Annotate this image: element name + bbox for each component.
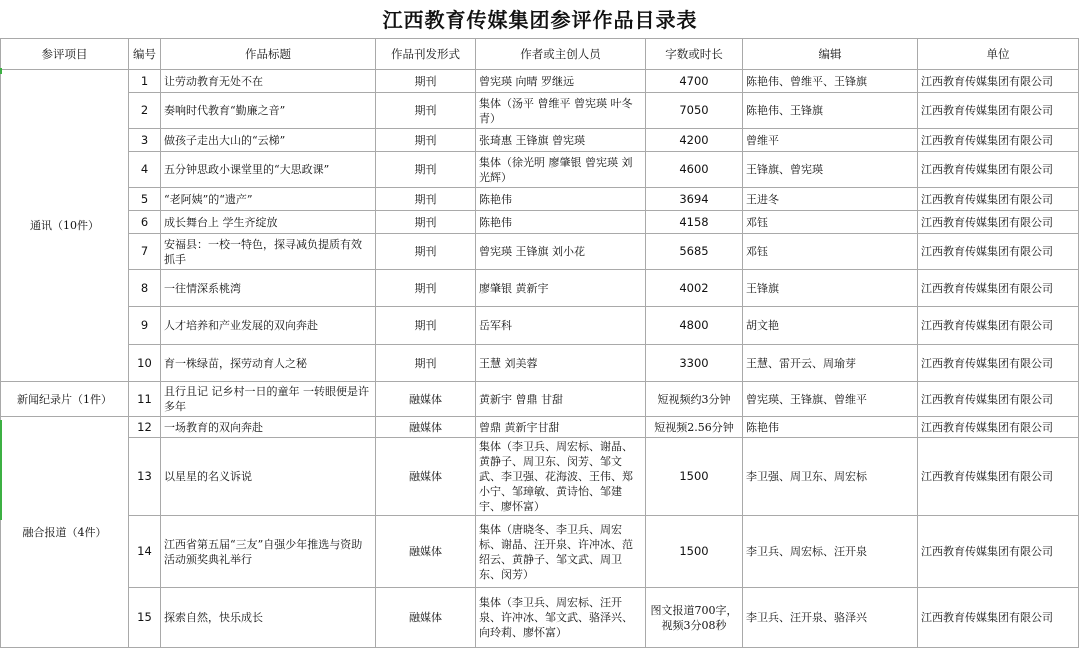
header-title: 作品标题 <box>161 39 376 70</box>
table-row <box>1 211 1079 234</box>
editor-cell: 王锋旗 <box>743 270 918 307</box>
header-editor: 编辑 <box>743 39 918 70</box>
length-cell: 4158 <box>646 211 743 234</box>
authors-cell: 曾宪瑛 王锋旗 刘小花 <box>476 234 646 270</box>
project-category-cell: 通讯（10件） <box>1 70 129 382</box>
selection-marker <box>0 68 2 74</box>
unit-cell: 江西教育传媒集团有限公司 <box>918 129 1079 152</box>
editor-cell: 曾宪瑛、王锋旗、曾维平 <box>743 382 918 417</box>
header-authors: 作者或主创人员 <box>476 39 646 70</box>
unit-cell: 江西教育传媒集团有限公司 <box>918 93 1079 129</box>
form-cell: 期刊 <box>376 188 476 211</box>
length-cell: 4002 <box>646 270 743 307</box>
header-length: 字数或时长 <box>646 39 743 70</box>
unit-cell: 江西教育传媒集团有限公司 <box>918 152 1079 188</box>
unit-cell: 江西教育传媒集团有限公司 <box>918 516 1079 588</box>
authors-cell: 廖肇银 黄新宇 <box>476 270 646 307</box>
table-row <box>1 588 1079 648</box>
table-row <box>1 516 1079 588</box>
page-title: 江西教育传媒集团参评作品目录表 <box>382 8 698 32</box>
project-category-cell: 融合报道（4件） <box>1 417 129 648</box>
length-cell: 5685 <box>646 234 743 270</box>
table-row <box>1 270 1079 307</box>
length-cell: 4700 <box>646 70 743 93</box>
authors-cell: 王慧 刘美蓉 <box>476 345 646 382</box>
unit-cell: 江西教育传媒集团有限公司 <box>918 438 1079 516</box>
header-unit: 单位 <box>918 39 1079 70</box>
works-table <box>0 38 1079 648</box>
form-cell: 期刊 <box>376 234 476 270</box>
editor-cell: 王锋旗、曾宪瑛 <box>743 152 918 188</box>
length-cell: 1500 <box>646 516 743 588</box>
title-cell: 江西省第五届“三友”自强少年推选与资助活动颁奖典礼举行 <box>161 516 376 588</box>
title-cell: 一场教育的双向奔赴 <box>161 417 376 438</box>
title-cell: 一往情深系桃湾 <box>161 270 376 307</box>
selection-marker <box>0 420 2 520</box>
editor-cell: 邓钰 <box>743 234 918 270</box>
form-cell: 期刊 <box>376 70 476 93</box>
editor-cell: 陈艳伟、王锋旗 <box>743 93 918 129</box>
table-row <box>1 345 1079 382</box>
title-cell: 且行且记 记乡村一日的童年 一转眼便是许多年 <box>161 382 376 417</box>
unit-cell: 江西教育传媒集团有限公司 <box>918 417 1079 438</box>
title-cell: 安福县：一校一特色，探寻减负提质有效抓手 <box>161 234 376 270</box>
length-cell: 短视频约3分钟 <box>646 382 743 417</box>
title-cell: “老阿姨”的“遗产” <box>161 188 376 211</box>
form-cell: 期刊 <box>376 211 476 234</box>
title-cell: 让劳动教育无处不在 <box>161 70 376 93</box>
header-row <box>1 39 1079 70</box>
table-row <box>1 382 1079 417</box>
number-cell: 10 <box>129 345 161 382</box>
table-row <box>1 188 1079 211</box>
table-row <box>1 129 1079 152</box>
length-cell: 4600 <box>646 152 743 188</box>
number-cell: 11 <box>129 382 161 417</box>
header-project: 参评项目 <box>1 39 129 70</box>
table-row <box>1 234 1079 270</box>
title-cell: 以星星的名义诉说 <box>161 438 376 516</box>
authors-cell: 集体（李卫兵、周宏标、谢晶、黄静子、周卫东、闵芳、邹文武、李卫强、花海波、王伟、郑小宁、邹璋敏、黄诗怡、邹建宇、廖怀富） <box>476 438 646 516</box>
number-cell: 8 <box>129 270 161 307</box>
table-row <box>1 438 1079 516</box>
authors-cell: 岳军科 <box>476 307 646 345</box>
editor-cell: 曾维平 <box>743 129 918 152</box>
number-cell: 15 <box>129 588 161 648</box>
length-cell: 1500 <box>646 438 743 516</box>
authors-cell: 陈艳伟 <box>476 211 646 234</box>
authors-cell: 曾宪瑛 向晴 罗继远 <box>476 70 646 93</box>
form-cell: 融媒体 <box>376 516 476 588</box>
editor-cell: 李卫兵、汪开泉、骆泽兴 <box>743 588 918 648</box>
unit-cell: 江西教育传媒集团有限公司 <box>918 70 1079 93</box>
table-row <box>1 417 1079 438</box>
editor-cell: 陈艳伟、曾维平、王锋旗 <box>743 70 918 93</box>
length-cell: 7050 <box>646 93 743 129</box>
editor-cell: 王慧、雷开云、周瑜芽 <box>743 345 918 382</box>
table-row <box>1 307 1079 345</box>
form-cell: 融媒体 <box>376 588 476 648</box>
unit-cell: 江西教育传媒集团有限公司 <box>918 588 1079 648</box>
header-form: 作品刊发形式 <box>376 39 476 70</box>
title-cell: 探索自然，快乐成长 <box>161 588 376 648</box>
unit-cell: 江西教育传媒集团有限公司 <box>918 270 1079 307</box>
unit-cell: 江西教育传媒集团有限公司 <box>918 382 1079 417</box>
length-cell: 短视频2.56分钟 <box>646 417 743 438</box>
number-cell: 13 <box>129 438 161 516</box>
length-cell: 4200 <box>646 129 743 152</box>
number-cell: 6 <box>129 211 161 234</box>
authors-cell: 集体（唐晓冬、李卫兵、周宏标、谢晶、汪开泉、许冲冰、范绍云、黄静子、邹文武、周卫东、闵芳） <box>476 516 646 588</box>
editor-cell: 李卫强、周卫东、周宏标 <box>743 438 918 516</box>
editor-cell: 陈艳伟 <box>743 417 918 438</box>
form-cell: 期刊 <box>376 270 476 307</box>
number-cell: 2 <box>129 93 161 129</box>
number-cell: 12 <box>129 417 161 438</box>
unit-cell: 江西教育传媒集团有限公司 <box>918 234 1079 270</box>
title-cell: 人才培养和产业发展的双向奔赴 <box>161 307 376 345</box>
unit-cell: 江西教育传媒集团有限公司 <box>918 211 1079 234</box>
table-row <box>1 152 1079 188</box>
authors-cell: 黄新宇 曾鼎 甘甜 <box>476 382 646 417</box>
table-row <box>1 93 1079 129</box>
editor-cell: 胡文艳 <box>743 307 918 345</box>
length-cell: 3694 <box>646 188 743 211</box>
project-category-cell: 新闻纪录片（1件） <box>1 382 129 417</box>
editor-cell: 王进冬 <box>743 188 918 211</box>
title-cell: 做孩子走出大山的“云梯” <box>161 129 376 152</box>
length-cell: 图文报道700字，视频3分08秒 <box>646 588 743 648</box>
editor-cell: 李卫兵、周宏标、汪开泉 <box>743 516 918 588</box>
authors-cell: 曾鼎 黄新宇甘甜 <box>476 417 646 438</box>
form-cell: 融媒体 <box>376 438 476 516</box>
title-cell: 成长舞台上 学生齐绽放 <box>161 211 376 234</box>
editor-cell: 邓钰 <box>743 211 918 234</box>
form-cell: 期刊 <box>376 152 476 188</box>
title-cell: 育一株绿苗，探劳动育人之秘 <box>161 345 376 382</box>
number-cell: 7 <box>129 234 161 270</box>
authors-cell: 陈艳伟 <box>476 188 646 211</box>
length-cell: 3300 <box>646 345 743 382</box>
number-cell: 3 <box>129 129 161 152</box>
title-cell: 奏响时代教育“勤廉之音” <box>161 93 376 129</box>
authors-cell: 张琦惠 王锋旗 曾宪瑛 <box>476 129 646 152</box>
form-cell: 期刊 <box>376 93 476 129</box>
header-number: 编号 <box>129 39 161 70</box>
table-row <box>1 70 1079 93</box>
number-cell: 4 <box>129 152 161 188</box>
number-cell: 14 <box>129 516 161 588</box>
form-cell: 融媒体 <box>376 382 476 417</box>
unit-cell: 江西教育传媒集团有限公司 <box>918 307 1079 345</box>
authors-cell: 集体（汤平 曾维平 曾宪瑛 叶冬青） <box>476 93 646 129</box>
form-cell: 期刊 <box>376 307 476 345</box>
number-cell: 9 <box>129 307 161 345</box>
number-cell: 1 <box>129 70 161 93</box>
authors-cell: 集体（徐光明 廖肇银 曾宪瑛 刘光辉） <box>476 152 646 188</box>
length-cell: 4800 <box>646 307 743 345</box>
unit-cell: 江西教育传媒集团有限公司 <box>918 345 1079 382</box>
form-cell: 融媒体 <box>376 417 476 438</box>
form-cell: 期刊 <box>376 345 476 382</box>
title-cell: 五分钟思政小课堂里的“大思政课” <box>161 152 376 188</box>
unit-cell: 江西教育传媒集团有限公司 <box>918 188 1079 211</box>
authors-cell: 集体（李卫兵、周宏标、汪开泉、许冲冰、邹文武、骆泽兴、向玲莉、廖怀富） <box>476 588 646 648</box>
number-cell: 5 <box>129 188 161 211</box>
form-cell: 期刊 <box>376 129 476 152</box>
